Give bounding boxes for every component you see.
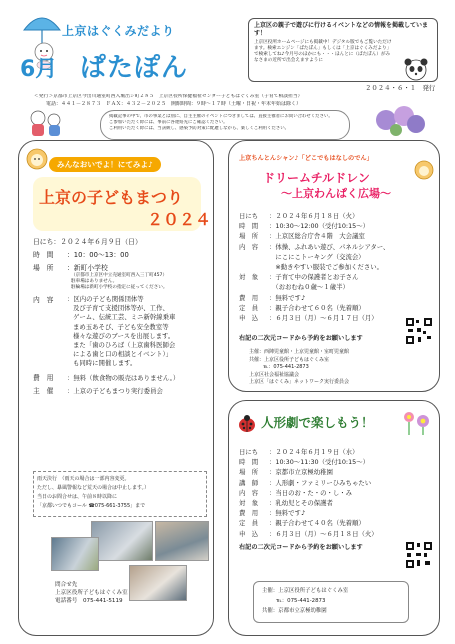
event1-content-line: による歯と口の相談とイベント）」: [73, 350, 173, 359]
event2-row-label: 定 員: [239, 303, 259, 312]
event3-row-label: 対 象: [239, 499, 259, 508]
event3-row-label: 時 間: [239, 458, 259, 467]
event1-time-value: ：10：00～13：00: [67, 251, 129, 259]
event1-content-line: 及び子育て支援団体等が、工作、: [73, 304, 169, 313]
event3-row-value: ：乳幼児とその保護者: [269, 499, 333, 508]
panda-mascot-icon: [400, 56, 432, 82]
rain-notice: [33, 471, 207, 517]
event2-row-label: 申 込: [239, 314, 259, 323]
issue-month: 6月: [20, 57, 58, 82]
event3-row-label: 内 容: [239, 488, 259, 497]
event2-title-line1: ドリームチルドレン: [263, 171, 370, 185]
event-photo-1: [91, 521, 153, 561]
event1-details: [33, 237, 211, 396]
event1-host-label: 主 催: [33, 386, 54, 395]
inquiry-line: 問合せ先: [55, 582, 78, 588]
event3-host-box: [253, 581, 409, 623]
issue-date: ２０２４・６・１ 発行: [365, 84, 436, 92]
event1-inquiry: [55, 581, 175, 605]
host-line: 上京区「はぐくみ」ネットワーク実行委員会: [249, 379, 350, 386]
event1-content-lines: [67, 295, 175, 369]
rain-notice-line: 当日のお問合せは、午前８時以降に: [37, 494, 118, 500]
host-line: 共催：京都市立京極幼稚園: [262, 608, 327, 614]
event1-place-note1: （京都市上京区中立売通室町西入三丁町457）: [71, 273, 168, 278]
event3-row-label: 定 員: [239, 519, 259, 528]
notice-box-heading: 上京区の親子で遊びに行けるイベントなどの情報を掲載しています！: [254, 22, 429, 37]
rain-notice-line: 「京都いつでもコール ☎075-661-3755」まで: [37, 503, 146, 509]
event2-title-line2: ～上京わんぱく広場～: [281, 187, 391, 200]
event1-content-line: 様々な遊びのブースを出展します。: [73, 331, 175, 340]
event1-content-line: ゲーム、伝統工芸、ミニ新幹線乗車: [73, 313, 176, 322]
event1-content-line: まめ玉あそび、子ども安全教室等: [73, 322, 169, 331]
event2-row-label: 時 間: [239, 222, 259, 231]
event2-row-label: 日にち: [239, 212, 259, 220]
contact-line-2: 電話：４４１－２８７３ ＦＡＸ：４３２－２０２５ 開館時間：９時～１７時（土曜・日祝・年末年始は除く）: [46, 101, 302, 107]
notice-line-3: ご利用いただく際には、当該緩し、感染予防対策に配慮しながら、楽しくご利用ください。: [109, 126, 290, 131]
event1-date-value: ２０２４年６月９日（日）: [60, 238, 142, 246]
event3-details: [239, 447, 435, 539]
header: [0, 0, 455, 140]
contact-line-1: ＜発行＞京都市上京区今出川通室町西入堀出シ町２８５ 上京区役所保健福祉センター子どもはぐくみ室（子育て相談担当）: [34, 94, 303, 99]
event2-row-value: ：無料です♪: [269, 293, 306, 302]
event2-row-label: 内 容: [239, 242, 259, 251]
inquiry-line: 上京区役所子どもはぐくみ室: [55, 590, 128, 596]
event3-row-value: ：京都市立京極幼稚園: [269, 468, 333, 477]
ladybug-icon: [237, 415, 257, 433]
event1-time-label: 時 間: [33, 251, 54, 259]
event3-row-value: ：無料です♪: [269, 509, 306, 518]
event-puppet-show-panel: [228, 400, 440, 636]
event2-row-value: ：体操、ふれあい遊び、パネルシアター、: [269, 242, 390, 251]
event3-row-value: ：10:30～11:30（受付10:15～）: [269, 458, 369, 467]
rain-notice-line: 雨天決行 （雨天の場合は一部内容変更。: [37, 476, 130, 482]
hydrangea-icon: [372, 104, 428, 138]
event2-row-value: （おおむね０歳～１歳半）: [269, 283, 349, 292]
event2-row-label: 費 用: [239, 293, 259, 302]
event-dream-children-panel: [228, 140, 440, 392]
host-line: 上京区社会福祉協議会: [249, 371, 300, 378]
event2-row-label: [239, 252, 269, 262]
event3-title: 人形劇で楽しもう！: [261, 415, 374, 430]
event3-row-label: 場 所: [239, 468, 259, 477]
event2-tagline: 上京ちんとんシャン♪「どこでもはなしのでん」: [239, 155, 373, 162]
event1-content-line: ：区内の子ども関係団体等: [67, 295, 144, 303]
event3-row-value: ：２０２４年６月１９日（水）: [269, 448, 359, 456]
event1-date-label: 日にち：: [33, 238, 61, 246]
event-photo-2: [155, 521, 209, 561]
kimono-character-icon: [26, 108, 66, 138]
event2-row-value: ※動きやすい服装でご参加ください。: [269, 263, 383, 272]
notice-line-1: 掲載記事の中で、市の事業とは別に、自主主催のイベントにつきましては、直接主催者にお問い合わせください。: [109, 114, 333, 119]
event1-content-line: また「歯のひろば（上京歯科医師会: [73, 341, 176, 350]
event2-row-label: [239, 282, 269, 292]
event2-row-label: 場 所: [239, 232, 259, 241]
host-line: ℡：075-441-2873: [276, 598, 326, 604]
event3-row-label: 講 師: [239, 478, 259, 487]
event2-row-value: ：親子合わせて６０名（先着順）: [269, 303, 365, 312]
event2-row-value: ：10:30～12:00（受付10:15～）: [269, 222, 369, 231]
newsletter-name: ぱたぽん: [80, 53, 189, 83]
inquiry-line: 電話番号 075-441-5119: [55, 598, 123, 604]
event1-host-value: ：上京の子どもまつり実行委員会: [67, 386, 163, 395]
host-line: 共催：上京区役所子どもはぐくみ室: [249, 356, 330, 363]
event2-row-value: にこにこトーキング（交流会）: [269, 252, 365, 261]
event-photo-3: [51, 537, 99, 571]
rain-notice-line: ただし、暴風警報など荒天の場合は中止します。）: [37, 485, 150, 491]
event1-fee-value: ：無料（飲食物の販売はありません。）: [67, 373, 180, 382]
event2-details: [239, 211, 435, 323]
notice-line-2: ご参加いただく際には、事前に各連絡先にご確認ください。: [109, 120, 228, 125]
event3-row-value: ：人形劇・ファミリーひみちゃたい: [269, 478, 372, 487]
event2-host-box: [249, 349, 409, 387]
event1-tagline: みんなおいでよ！にてみよ♪: [49, 157, 161, 172]
lion-character-icon: [25, 147, 49, 173]
event-kodomo-matsuri-panel: [18, 140, 214, 636]
notice-box-body: 上京区役所ホームページにも掲載中！デジタル版でもご覧いただけます。検索エンジン「ぱたぽん」もしくは「上京はぐくみだより」で検索してね♪今月号のほかにも・・・ほんとに（ぱたぽん）がみなさまの近所で出会えますように: [254, 40, 392, 63]
event1-content-line: も同時に開催します。: [73, 359, 137, 368]
event2-row-label: 対 象: [239, 273, 259, 282]
cloud-notice: [100, 110, 350, 140]
event3-row-label: 日にち: [239, 448, 259, 456]
event1-place-value: ：新町小学校: [67, 264, 108, 272]
host-line: ℡：075-441-2873: [263, 364, 309, 371]
event2-row-value: ：６月３日（月）～６月１７日（月）: [269, 314, 378, 323]
event3-row-value: ：当日のお・た・の・し・み: [269, 488, 353, 497]
event2-qr-note: 右記の二次元コードから予約をお願いします: [239, 335, 363, 342]
event2-row-value: ：上京区総合庁舎４階 大会議室: [269, 232, 365, 241]
event2-row-label: [239, 262, 269, 272]
event3-row-label: 費 用: [239, 509, 259, 518]
event3-qr-note: 右記の二次元コードから予約をお願いします: [239, 544, 363, 551]
event2-row-value: ：２０２４年６月１８日（火）: [269, 212, 359, 220]
host-line: 主催：西陣児童館・上京児童館・室町児童館: [249, 349, 350, 355]
event1-place-note3: 駐輪場は新町小学校の指定に従ってください。: [71, 285, 168, 290]
event2-row-value: ：子育て中の保護者とお子さん: [269, 273, 359, 282]
host-line: 主催：上京区役所子どもはぐくみ室: [262, 588, 349, 594]
series-title: 上京はぐくみだより: [62, 24, 175, 38]
event3-row-value: ：親子合わせて４０名（先着順）: [269, 519, 365, 528]
event1-place-note2: 駐車場はありません。: [71, 279, 118, 284]
event1-fee-label: 費 用: [33, 373, 54, 382]
event3-row-value: ：６月３日（月）～６月１８日（火）: [269, 529, 378, 538]
event1-title-line2: ２０２４: [147, 210, 212, 229]
event1-content-label: 内 容: [33, 296, 54, 304]
event3-row-label: 申 込: [239, 529, 259, 538]
qr-code-icon[interactable]: [405, 541, 433, 569]
flowers-icon: [399, 407, 435, 437]
event1-title-line1: 上京の子どもまつり: [39, 188, 184, 207]
lion-character-icon: [413, 159, 435, 181]
event1-place-label: 場 所: [33, 264, 54, 272]
qr-code-icon[interactable]: [405, 317, 433, 345]
